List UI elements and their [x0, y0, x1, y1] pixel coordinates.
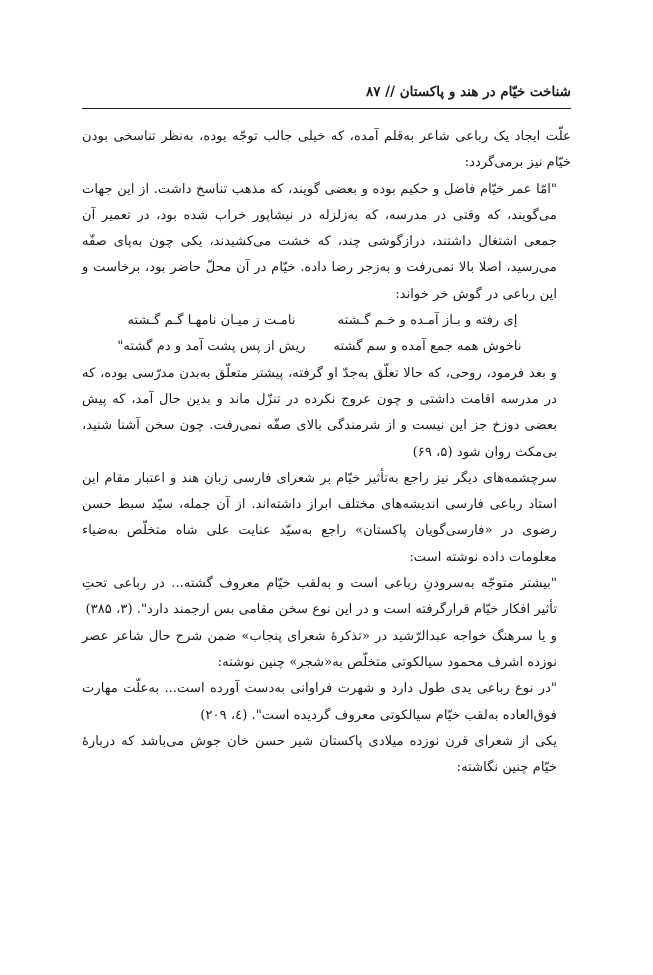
verse-2-hemistich-b: ریش از پس پشت آمد و دم گشته": [117, 339, 306, 355]
quote-3: "در نوع رباعی یدی طول دارد و شهرت فراوانی به‌دست آورده است... به‌علّت مهارت فوق‌العاده به‌لقب خیّام سیالکوتی معروف گردیده است". (٤، ۲۰۹): [82, 681, 557, 723]
page-header: [82, 84, 571, 104]
header-rule: [82, 108, 571, 109]
paragraph-4: و یا سرهنگ خواجه عبدالرّشید در «تذکرهٔ شعرای پنجاب» ضمن شرح حال شاعر عصر نوزده اشرف محمود سیالکوتی متخلّص به«شجر» چنین نوشته:: [82, 628, 557, 670]
verse-2-hemistich-a: ناخوش همه جمع آمده و سم گشته: [333, 339, 522, 355]
quote-2: "بیشتر متوجّه به‌سرودنِ رباعی است و به‌لقب خیّام معروف گشته... در رباعی تحتِ تأثیر افکار خیّام قرارگرفته است و در این نوع سخن مقامی بس ارجمند دارد". (۳، ۳۸۵): [82, 576, 557, 618]
verse-line-1: [82, 308, 571, 334]
quote-1: "امّا عمر خیّام فاضل و حکیم بوده و بعضی گویند، که مذهب تناسخ داشت. از این جهات می‌گویند، که وقتی در مدرسه، که به‌زلزله در نیشاپور خراب شده بود، در تعمیر آن جمعی اشتغال داشتند، درازگوشی چند، که خشت می‌کشیدند، یکی چون به‌پای صفّه می‌رسید، اصلا بالا نمی‌رفت و به‌زجر رضا داده. خیّام در آن محلّ حاضر بود، برخاست و این رباعی در گوش خر خواند:: [82, 181, 557, 302]
paragraph-2: و بعد فرمود، روحی، که حالا تعلّق به‌جدّ او گرفته، پیشتر متعلّق به‌بدن مدرّسی بوده، که در مدرسه اقامت داشتی و چون عروج نکرده در تنزّل ماند و بدین حال آمد، که پیش بعضی دوزخ جز این نیست و از شرمندگی بالای صفّه نمی‌رفت. چون سخن آشنا شنید، بی‌مکث روان شود (۵، ۶۹): [82, 365, 557, 460]
running-head: شناخت خیّام در هند و پاکستان // ۸۷: [365, 84, 571, 100]
paragraph-3: سرچشمه‌های دیگر نیز راجع به‌تأثیر خیّام بر شعرای فارسی زبان هند و اعتبار مقام این استاد رباعی فارسی اندیشه‌های مختلف ابراز داشته‌اند. از آن جمله، سیّد سبط حسن رضوی در «فارسی‌گویان پاکستان» راجع به‌سیّد عنایت علی شاه متخلّص به‌ضیاء معلومات داده نوشته است:: [82, 470, 557, 565]
verse-1-hemistich-b: نامـت ز میـان نامهـا گـم گـشته: [127, 313, 296, 329]
paragraph-1: علّت ایجاد یک رباعی شاعر به‌قلم آمده، که خیلی جالب توجّه بوده، به‌نظر تناسخی بودن خیّام نیز برمی‌گردد:: [82, 129, 571, 171]
paragraph-5: یکی از شعرای قرن نوزده میلادی پاکستان شیر حسن خان جوش می‌باشد که دربارهٔ خیّام چنین نگاشته:: [82, 733, 557, 776]
page-body: [82, 124, 571, 781]
verse-1-hemistich-a: إی رفته و بـاز آمـده و خـم گـشته: [337, 313, 518, 329]
verse-line-2: [82, 334, 571, 360]
